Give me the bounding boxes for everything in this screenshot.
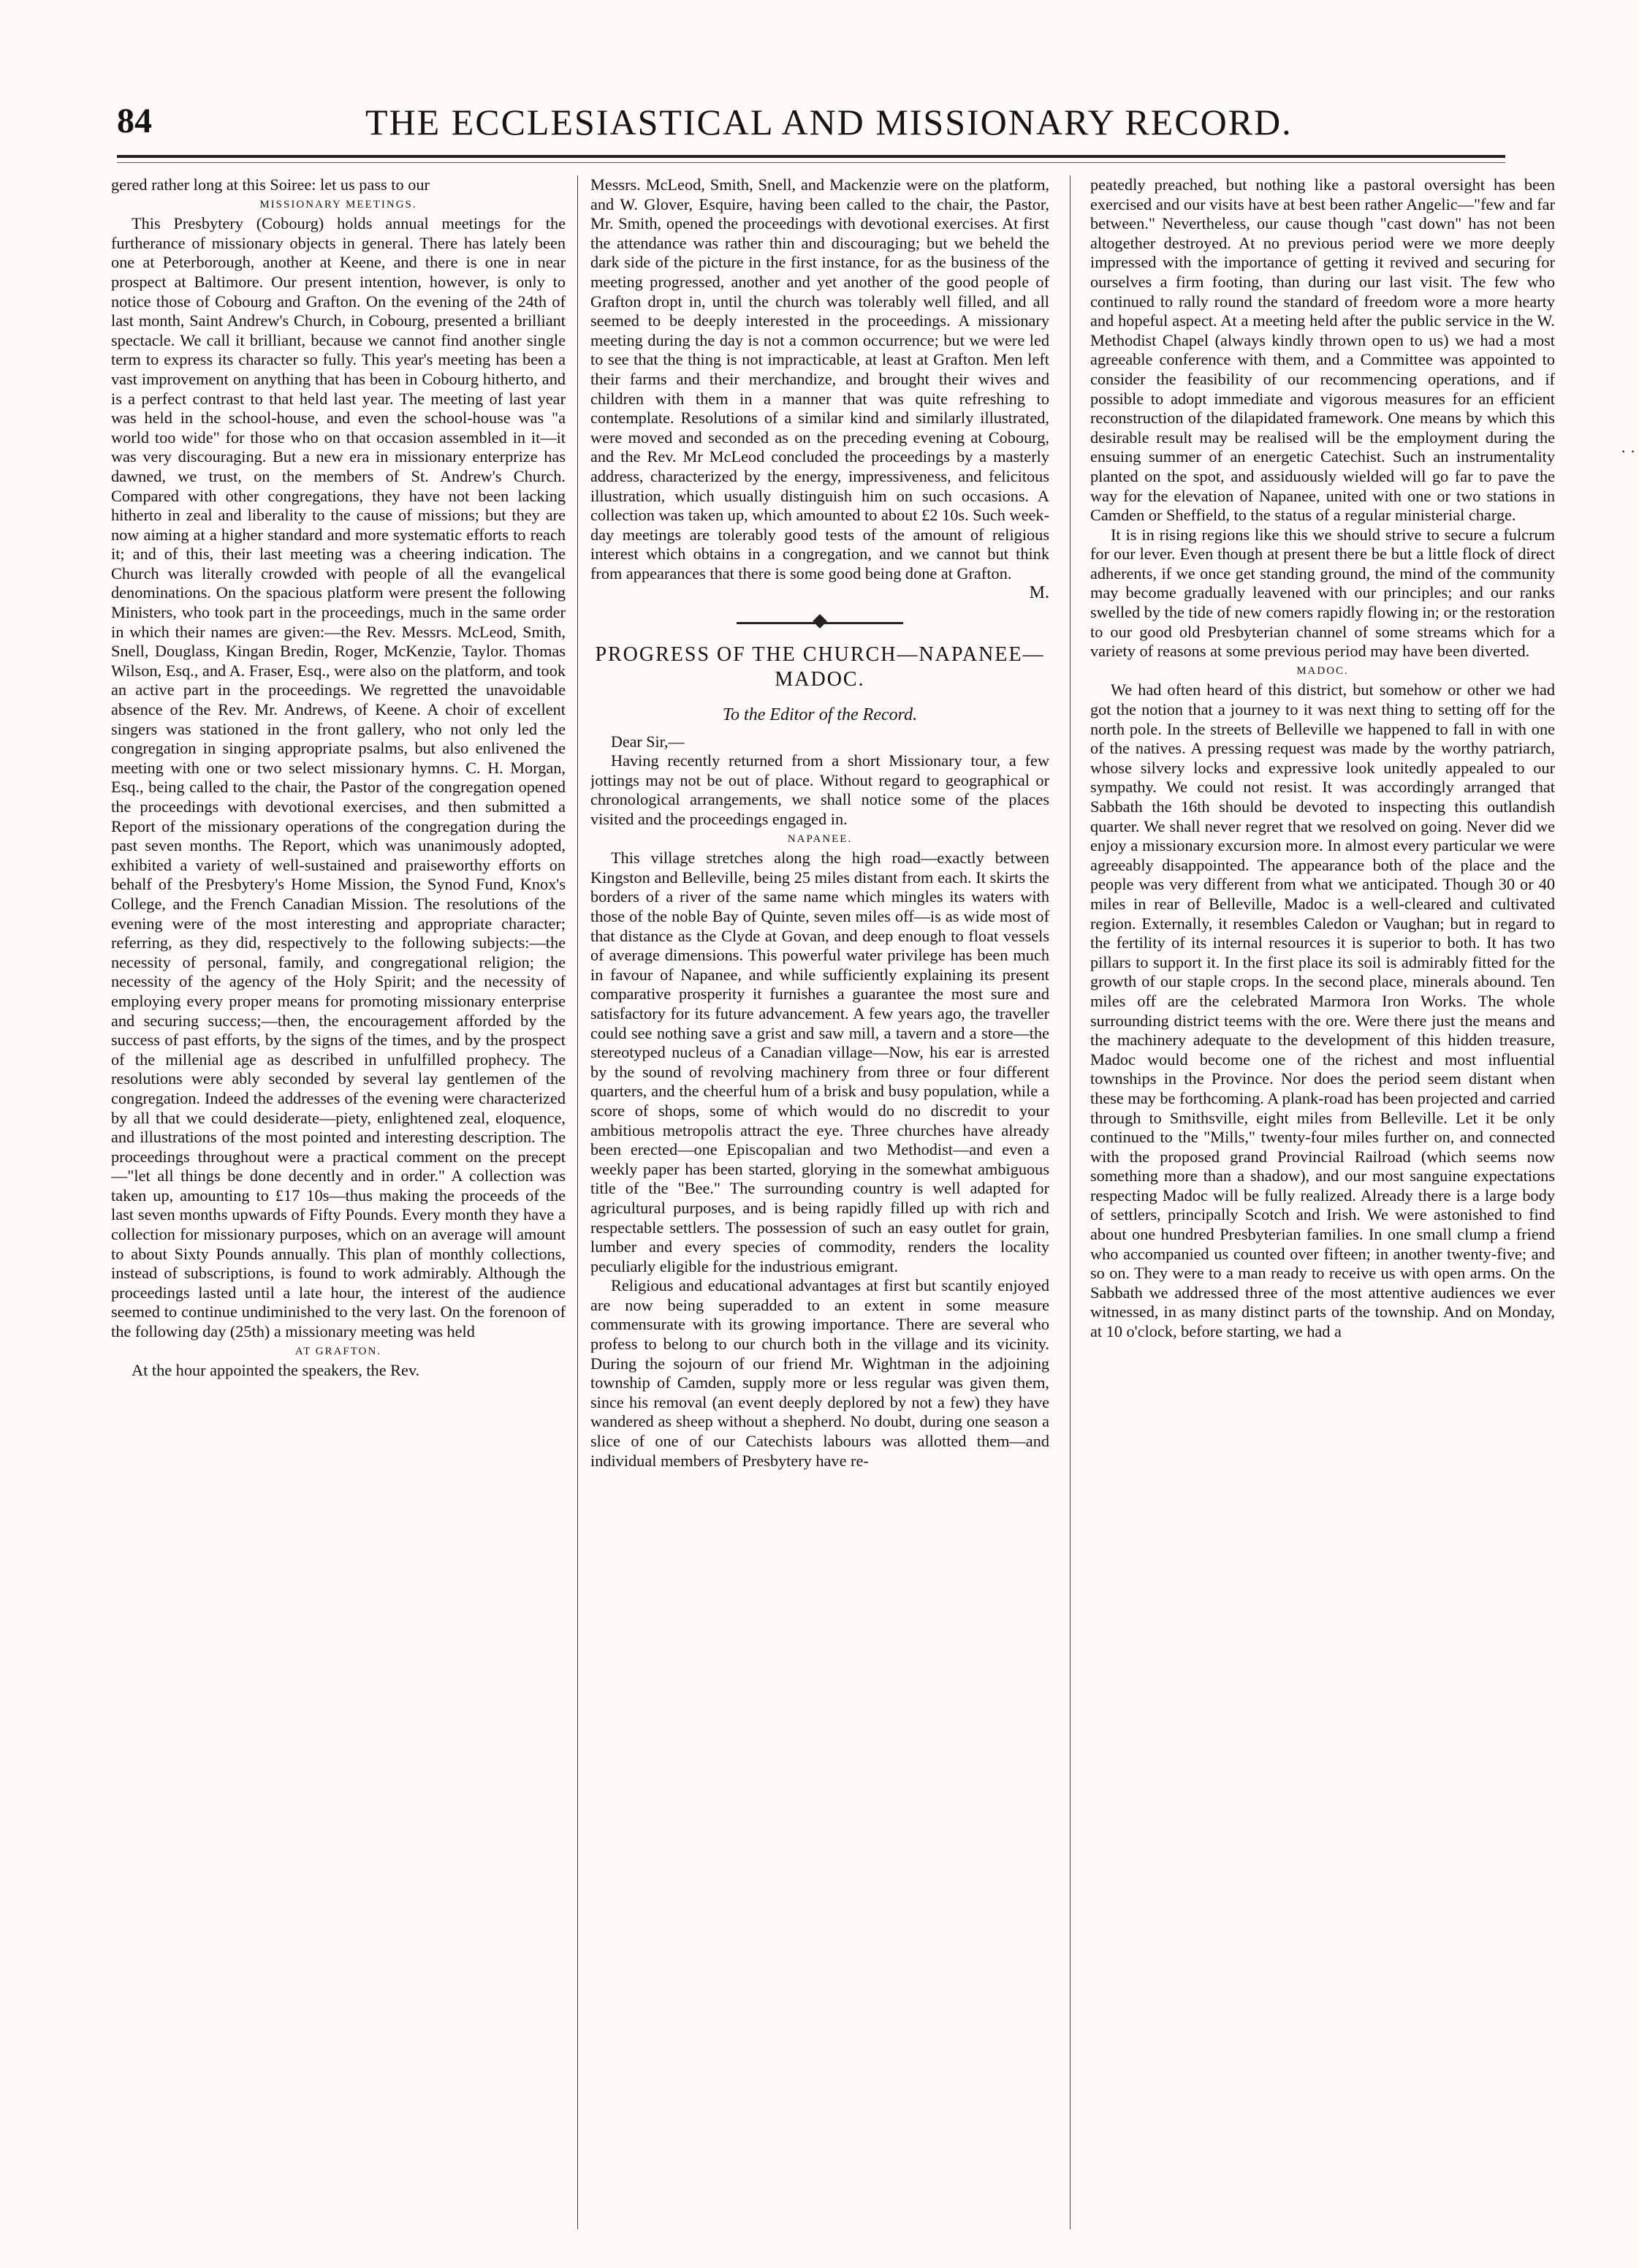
salutation: Dear Sir,— [611, 732, 685, 751]
paragraph: This Presbytery (Cobourg) holds annual meetings for the furtherance of missionary objects in general. There has lately been one at Peterborough, another at Keene, and there is one in near prospect at Baltimore. Our present intention, however, is only to notice those of Cobourg and Grafton. On the evening of the 24th of last month, Saint Andrew's Church, in Cobourg, presented a brilliant spectacle. We call it brilliant, because we cannot find another single term to express its character so fully. This year's meeting has been a vast improvement on anything that has been in Cobourg hitherto, and is a perfect contrast to that held last year. The meeting of last year was held in the school-house, and even the school-house was "a world too wide" for those who on that occasion assembled in it—it was very discouraging. But a new era in missionary enterprize has dawned, we trust, on the members of St. Andrew's Church. Compared with other congregations, they have not been lacking hitherto in zeal and liberality to the cause of missions; but they are now aiming at a higher standard and more systematic efforts to reach it; and of this, their last meeting was a cheering indication. The Church was literally crowded with people of all the evangelical denominations. On the spacious platform were present the following Ministers, who took part in the proceedings, much in the same order in which their names are given:—the Rev. Messrs. McLeod, Smith, Snell, Douglass, Kingan Bredin, Roger, McKenzie, Taylor. Thomas Wilson, Esq., and A. Fraser, Esq., were also on the platform, and took an active part in the proceedings. We regretted the unavoidable absence of the Rev. Mr. Andrews, of Keene. A choir of excellent singers was stationed in the front gallery, who not only led the congregation in singing appropriate psalms, but also enlivened the meeting with one or two select missionary hymns. C. H. Morgan, Esq., being called to the chair, the Pastor of the congregation opened the proceedings with devotional exercises, and then submitted a Report of the missionary operations of the congregation during the past seven months. The Report, which was unanimously adopted, exhibited a variety of well-sustained and praiseworthy efforts on behalf of the Presbytery's Home Mission, the Synod Fund, Knox's College, and the French Canadian Mission. The resolutions of the evening were of the most interesting and appropriate character; referring, as they did, respectively to the following subjects:—the necessity of personal, family, and congregational religion; the necessity of the agency of the Holy Spirit; and the necessity of employing every proper means for promoting missionary enterprise and securing success;—then, the encouragement afforded by the success of past efforts, by the signs of the times, and by the prospect of the millenial age as described in unfulfilled prophecy. The resolutions were ably seconded by several lay gentlemen of the congregation. Indeed the addresses of the evening were characterized by all that we could desiderate—piety, enlightened zeal, eloquence, and illustrations of the most pointed and interesting description. The proceedings throughout were a practical comment on the precept—"let all things be done decently and in order." A collection was taken up, amounting to £17 10s—thus making the proceeds of the last seven months upwards of Fifty Pounds. Every month they have a collection for missionary purposes, which on an average will amount to about Sixty Pounds annually. This plan of monthly collections, instead of subscriptions, is found to work admirably. Although the proceedings lasted until a late hour, the interest of the audience seemed to continue undiminished to the very last. On the forenoon of the following day (25th) a missionary meeting was held [111, 214, 566, 1341]
page-header [117, 101, 1505, 145]
article-dedication: To the Editor of the Record. [722, 705, 918, 725]
column-1 [111, 175, 566, 2237]
page-number: 84 [117, 102, 152, 140]
column-divider [577, 175, 578, 2229]
paragraph: We had often heard of this district, but somehow or other we had got the notion that a journey to it was next thing to setting off for the north pole. In the streets of Belleville we happened to fall in with one of the natives. A pressing request was made by the worthy patriarch, whose silvery locks and expressive look unitedly appealed to our sympathy. We could not resist. It was accordingly arranged that Sabbath the 16th should be devoted to inspecting this outlandish quarter. We shall never regret that we resolved on going. Never did we enjoy a missionary excursion more. In almost every particular we were agreeably disappointed. The appearance both of the place and the people was very different from what we anticipated. Though 30 or 40 miles in rear of Belleville, Madoc is a well-cleared and cultivated region. Externally, it resembles Caledon or Vaughan; but in regard to the fertility of its internal resources it is superior to both. It has two pillars to support it. In the first place its soil is admirably fitted for the growth of our staple crops. In the second place, minerals abound. Ten miles off are the celebrated Marmora Iron Works. The whole surrounding district teems with the ore. Were there just the means and the machinery adequate to the development of this hidden treasure, Madoc would become one of the richest and most influential townships in the Province. Nor does the period seem distant when these may be forthcoming. A plank-road has been projected and carried through to Smithsville, eight miles from Belleville. Let it be only continued to the "Mills," twenty-four miles further on, and connected with the proposed grand Provincial Railroad (which seems now something more than a shadow), and our most sanguine expectations respecting Madoc will be fully realized. Already there is a large body of settlers, principally Scotch and Irish. We were astonished to find about one hundred Presbyterian families. In one small clump a friend who accompanied us counted over fifteen; in another twenty-five; and so on. They were to a man ready to receive us with open arms. On the Sabbath we addressed three of the most attentive audiences we ever witnessed, in as many distinct parts of the township. And on Monday, at 10 o'clock, before starting, we had a [1090, 680, 1555, 1341]
diamond-ornament-icon [813, 614, 827, 629]
signature: M. [1029, 583, 1049, 603]
margin-marks: · · [1621, 442, 1636, 460]
paragraph: Religious and educational advantages at first but scantily enjoyed are now being superadded to an extent in some measure commensurate with its growing importance. There are several who profess to belong to our church both in the village and its vicinity. During the sojourn of our friend Mr. Wightman in the adjoining township of Camden, supply more or less regular was given them, since his removal (an event deeply deplored by not a few) they have wandered as sheep without a shepherd. No doubt, during one season a slice of one of our Catechists labours was allotted them—and individual members of Presbytery have re- [590, 1276, 1049, 1470]
column-divider [1070, 175, 1071, 2229]
article-title: PROGRESS OF THE CHURCH—NAPANEE—MADOC. [595, 643, 1045, 691]
paragraph: Having recently returned from a short Missionary tour, a few jottings may not be out of place. Without regard to geographical or chronological arrangements, we shall notice some of the places visited and the proceedings engaged in. [590, 751, 1049, 829]
paragraph: peatedly preached, but nothing like a pastoral oversight has been exercised and our visits have at best been rather Angelic—"few and far between." Nevertheless, our cause though "cast down" has not been altogether destroyed. At no previous period were we more deeply impressed with the importance of getting it revived and securing for ourselves a firm footing, than during our last visit. The few who continued to rally round the standard of freedom wore a more hearty and hopeful aspect. At a meeting held after the public service in the W. Methodist Chapel (always kindly thrown open to us) we had a most agreeable conference with them, and a Committee was appointed to consider the feasibility of our recommencing operations, and if possible to adopt immediate and vigorous measures for an efficient reconstruction of the dilapidated framework. One means by which this desirable result may be realised will be the employment during the ensuing summer of an energetic Catechist. Such an instrumentality planted on the spot, and assiduously wielded will go far to pave the way for the elevation of Napanee, united with one or two stations in Camden or Sheffield, to the status of a regular ministerial charge. [1090, 175, 1555, 525]
paragraph: Messrs. McLeod, Smith, Snell, and Mackenzie were on the platform, and W. Glover, Esquire, having been called to the chair, the Pastor, Mr. Smith, opened the proceedings with devotional exercises. At first the attendance was rather thin and discouraging; but we beheld the dark side of the picture in the first instance, for as the business of the meeting progressed, another and yet another of the good people of Grafton dropt in, until the church was tolerably well filled, and all seemed to be deeply interested in the proceedings. A missionary meeting during the day is not a common occurrence; but we were led to see that the thing is not impracticable, at least at Grafton. Men left their farms and their merchandize, and brought their wives and children with them in a manner that was quite refreshing to contemplate. Resolutions of a similar kind and similarly illustrated, were moved and seconded as on the preceding evening at Cobourg, and the Rev. Mr McLeod concluded the proceedings by a masterly address, characterized by the energy, impressiveness, and felicitous illustration, which usually distinguish him on such occasions. A collection was taken up, which amounted to about £2 10s. Such week-day meetings are tolerably good tests of the amount of religious interest which obtains in a congregation, and we cannot but think from appearances that there is some good being done at Grafton. [590, 175, 1049, 583]
section-subheading: NAPANEE. [787, 833, 853, 845]
section-subheading: MISSIONARY MEETINGS. [259, 198, 417, 211]
header-rule [117, 155, 1505, 158]
header-rule-thin [117, 162, 1505, 163]
column-2 [590, 175, 1049, 2237]
ornament-divider [590, 616, 1049, 629]
paragraph: gered rather long at this Soiree: let us pass to our [111, 175, 430, 194]
section-subheading: MADOC. [1296, 664, 1349, 677]
paragraph: This village stretches along the high road—exactly between Kingston and Belleville, being 25 miles distant from each. It skirts the borders of a river of the same name which mingles its waters with those of the noble Bay of Quinte, seven miles off—is as wide most of that distance as the Clyde at Govan, and deep enough to float vessels of average dimensions. This powerful water privilege has been much in favour of Napanee, and while sufficiently explaining its present comparative prosperity it furnishes a guarantee the most sure and satisfactory for its future advancement. A few years ago, the traveller could see nothing save a grist and saw mill, a tavern and a store—the stereotyped nucleus of a Canadian village—Now, his ear is arrested by the sound of revolving machinery from three or four different quarters, and the cheerful hum of a brisk and busy population, while a score of shops, some of which would do no discredit to your ambitious metropolis attract the eye. Three churches have already been erected—one Episcopalian and two Methodist—and even a weekly paper has been started, glorying in the somewhat ambiguous title of the "Bee." The surrounding country is well adapted for agricultural purposes, and is being rapidly filled up with rich and respectable settlers. The possession of such an easy outlet for grain, lumber and every species of commodity, renders the locality peculiarly eligible for the industrious emigrant. [590, 849, 1049, 1275]
section-subheading: AT GRAFTON. [294, 1345, 382, 1357]
paragraph: At the hour appointed the speakers, the Rev. [132, 1361, 420, 1380]
running-title: THE ECCLESIASTICAL AND MISSIONARY RECORD. [365, 102, 1293, 143]
column-3 [1090, 175, 1555, 2237]
paragraph: It is in rising regions like this we should strive to secure a fulcrum for our lever. Even though at present there be but a little flock of direct adherents, if we once get standing ground, the mind of the community may become gradually leavened with our principles; and our ranks swelled by the tide of new comers rapidly flowing in; or the restoration to our good old Presbyterian channel of some streams which for a variety of reasons at some previous period may have been diverted. [1090, 525, 1555, 661]
